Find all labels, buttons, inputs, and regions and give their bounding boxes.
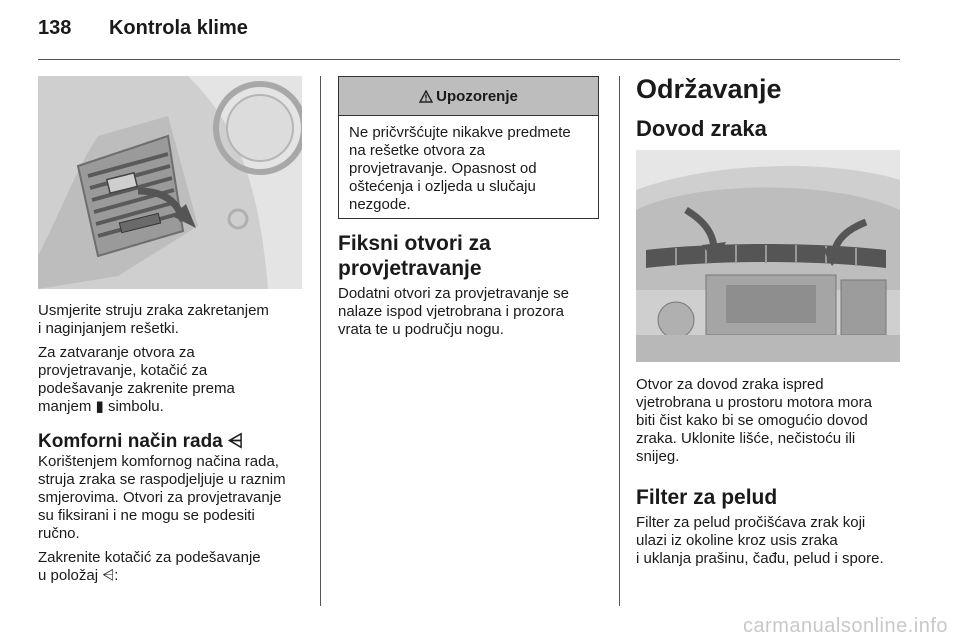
text-line: zraka. Uklonite lišće, nečistoću ili (636, 430, 856, 447)
text-line: podešavanje zakrenite prema (38, 380, 235, 397)
text-line: biti čist kako bi se omogućio dovod (636, 412, 868, 429)
pollen-filter-heading: Filter za pelud (636, 486, 778, 509)
column-3-text (636, 376, 906, 568)
fixed-vents-heading (338, 231, 608, 281)
text-line: smjerovima. Otvori za provjetravanje (38, 489, 282, 506)
heading-line: Fiksni otvori za (338, 232, 491, 255)
warning-title (339, 77, 598, 116)
text-line: nalaze ispod vjetrobrana i prozora (338, 303, 564, 320)
text-line: ulazi iz okoline kroz usis zraka (636, 532, 838, 549)
warning-triangle-icon (419, 90, 433, 103)
section-title: Održavanje (636, 74, 782, 104)
air-intake-heading (636, 116, 767, 142)
text-line: su fiksirani i ne mogu se podesiti (38, 507, 255, 524)
text-line: provjetravanje, kotačić za (38, 362, 208, 379)
comfort-mode-instruction (38, 549, 313, 585)
comfort-mode-heading: Komforni način rada ⩤ (38, 431, 244, 452)
comfort-mode-text (38, 453, 313, 543)
page-header (38, 17, 248, 40)
subsection-title: Dovod zraka (636, 116, 767, 141)
text-line: struja zraka se raspodjeljuje u raznim (38, 471, 286, 488)
text-line: Za zatvaranje otvora za (38, 344, 195, 361)
page-number: 138 (38, 17, 72, 39)
watermark: carmanualsonline.info (742, 615, 948, 637)
text-line: vjetrobrana u prostoru motora mora (636, 394, 872, 411)
text-line: Filter za pelud pročišćava zrak koji (636, 514, 866, 531)
text-line: u položaj ⩤: (38, 567, 119, 584)
text-line: Dodatni otvori za provjetravanje se (338, 285, 569, 302)
text-line: i naginjanjem rešetki. (38, 320, 179, 337)
text-line: Usmjerite struju zraka zakretanjem (38, 302, 269, 319)
vent-direction-text (38, 302, 313, 338)
text-line: Otvor za dovod zraka ispred (636, 376, 824, 393)
heading-line: provjetravanje (338, 257, 482, 280)
maintenance-title (636, 74, 782, 105)
warning-body (339, 116, 598, 214)
text-line: i uklanja prašinu, čađu, pelud i spore. (636, 550, 884, 567)
text-line: Ne pričvršćujte nikakve predmete (349, 124, 571, 141)
text-line: na rešetke otvora za (349, 142, 485, 159)
column-divider-2 (619, 76, 620, 606)
warning-title-text: Upozorenje (436, 87, 518, 105)
pollen-filter-text (636, 514, 906, 568)
text-line: nezgode. (349, 196, 411, 213)
chapter-title: Kontrola klime (108, 17, 248, 39)
text-line: snijeg. (636, 448, 680, 465)
air-intake-text (636, 376, 906, 466)
header-rule (38, 59, 900, 60)
air-vent-illustration (38, 76, 302, 289)
column-2-text (338, 231, 608, 339)
column-divider-1 (320, 76, 321, 606)
text-line: provjetravanje. Opasnost od (349, 160, 537, 177)
engine-bay-illustration (636, 150, 900, 362)
text-line: manjem ▮ simbolu. (38, 398, 164, 415)
text-line: Korištenjem komfornog načina rada, (38, 453, 279, 470)
column-1-text (38, 302, 313, 585)
text-line: oštećenja i ozljeda u slučaju (349, 178, 536, 195)
text-line: Zakrenite kotačić za podešavanje (38, 549, 261, 566)
warning-box (338, 76, 599, 219)
fixed-vents-text (338, 285, 608, 339)
vent-close-text (38, 344, 313, 416)
text-line: vrata te u području nogu. (338, 321, 504, 338)
text-line: ručno. (38, 525, 80, 542)
